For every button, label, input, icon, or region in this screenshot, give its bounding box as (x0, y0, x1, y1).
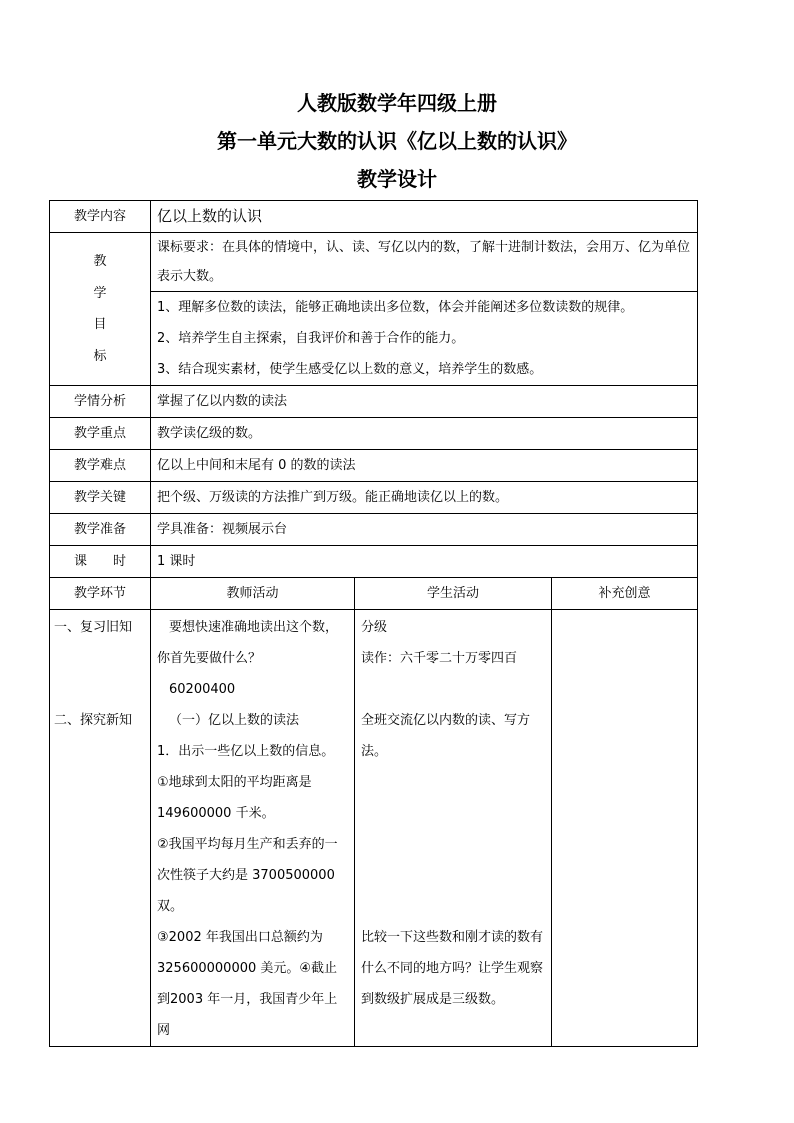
creative-cell (552, 610, 698, 1047)
teacher-2c: ①地球到太阳的平均距离是149600000 千米。 (157, 775, 312, 821)
teacher-2a: （一）亿以上数的读法 (169, 713, 300, 728)
difficult-value: 亿以上中间和末尾有 0 的数的读法 (151, 450, 698, 482)
student-2b: 比较一下这些数和刚才读的数有什么不同的地方吗？让学生观察到数级扩展成是三级数。 (361, 930, 544, 1007)
row-difficult (50, 450, 698, 482)
header-student: 学生活动 (355, 578, 552, 610)
hours-value: 1 课时 (151, 546, 698, 578)
title-line-2: 第一单元大数的认识《亿以上数的认识》 (217, 129, 577, 153)
critical-value: 把个级、万级读的方法推广到万级。能正确地读亿以上的数。 (151, 482, 698, 514)
stage-cell (50, 610, 151, 1047)
goal-2: 2、培养学生自主探索，自我评价和善于合作的能力。 (157, 331, 465, 346)
teacher-2e: ③2002 年我国出口总额约为325600000000 美元。④截止到2003 年一月，我国青少年上网 (157, 930, 338, 1038)
header-creative: 补充创意 (552, 578, 698, 610)
prep-value: 学具准备：视频展示台 (151, 514, 698, 546)
goal-1: 1、理解多位数的读法，能够正确地读出多位数，体会并能阐述多位数读数的规律。 (157, 300, 634, 315)
hours-label: 课 时 (50, 546, 151, 578)
row-key (50, 418, 698, 450)
title-line-1: 人教版数学年四级上册 (297, 91, 497, 115)
student-1a: 分级 (361, 620, 388, 635)
process-body-row (50, 610, 698, 1047)
goals-label-char: 标 (93, 348, 107, 364)
key-label: 教学重点 (50, 418, 151, 450)
row-prep (50, 514, 698, 546)
key-value: 教学读亿级的数。 (151, 418, 698, 450)
goal-list (151, 292, 698, 386)
row-analysis (50, 386, 698, 418)
content-value: 亿以上数的认识 (151, 201, 698, 233)
row-hours (50, 546, 698, 578)
student-2a: 全班交流亿以内数的读、写方法。 (361, 713, 531, 759)
header-teacher: 教师活动 (151, 578, 355, 610)
goals-label (50, 233, 151, 386)
goal-standard: 课标要求：在具体的情境中，认、读、写亿以内的数，了解十进制计数法，会用万、亿为单位表示大数。 (151, 233, 698, 292)
stage-1: 一、复习旧知 (54, 620, 133, 635)
process-header-row (50, 578, 698, 610)
critical-label: 教学关键 (50, 482, 151, 514)
row-content (50, 201, 698, 233)
content-label: 教学内容 (50, 201, 151, 233)
prep-label: 教学准备 (50, 514, 151, 546)
analysis-value: 掌握了亿以内数的读法 (151, 386, 698, 418)
goal-3: 3、结合现实素材，使学生感受亿以上数的意义，培养学生的数感。 (157, 362, 543, 377)
student-activity-cell (355, 610, 552, 1047)
row-critical (50, 482, 698, 514)
header-stage: 教学环节 (50, 578, 151, 610)
goals-label-char: 教 (93, 254, 107, 269)
lesson-plan-table (49, 200, 698, 1047)
row-goal-standard (50, 233, 698, 292)
student-1b: 读作：六千零二十万零四百 (361, 651, 518, 666)
analysis-label: 学情分析 (50, 386, 151, 418)
teacher-2b: 1．出示一些亿以上数的信息。 (157, 744, 335, 759)
teacher-2d: ②我国平均每月生产和丢弃的一次性筷子大约是 3700500000 双。 (157, 837, 338, 914)
difficult-label: 教学难点 (50, 450, 151, 482)
stage-2: 二、探究新知 (54, 713, 133, 728)
document-header (0, 84, 794, 198)
goals-label-char: 学 (93, 285, 107, 301)
teacher-activity-cell (151, 610, 355, 1047)
title-line-3: 教学设计 (357, 167, 437, 191)
teacher-1b: 60200400 (169, 682, 236, 697)
goals-label-char: 目 (93, 317, 107, 332)
teacher-1a: 要想快速准确地读出这个数，你首先要做什么？ (157, 620, 339, 666)
